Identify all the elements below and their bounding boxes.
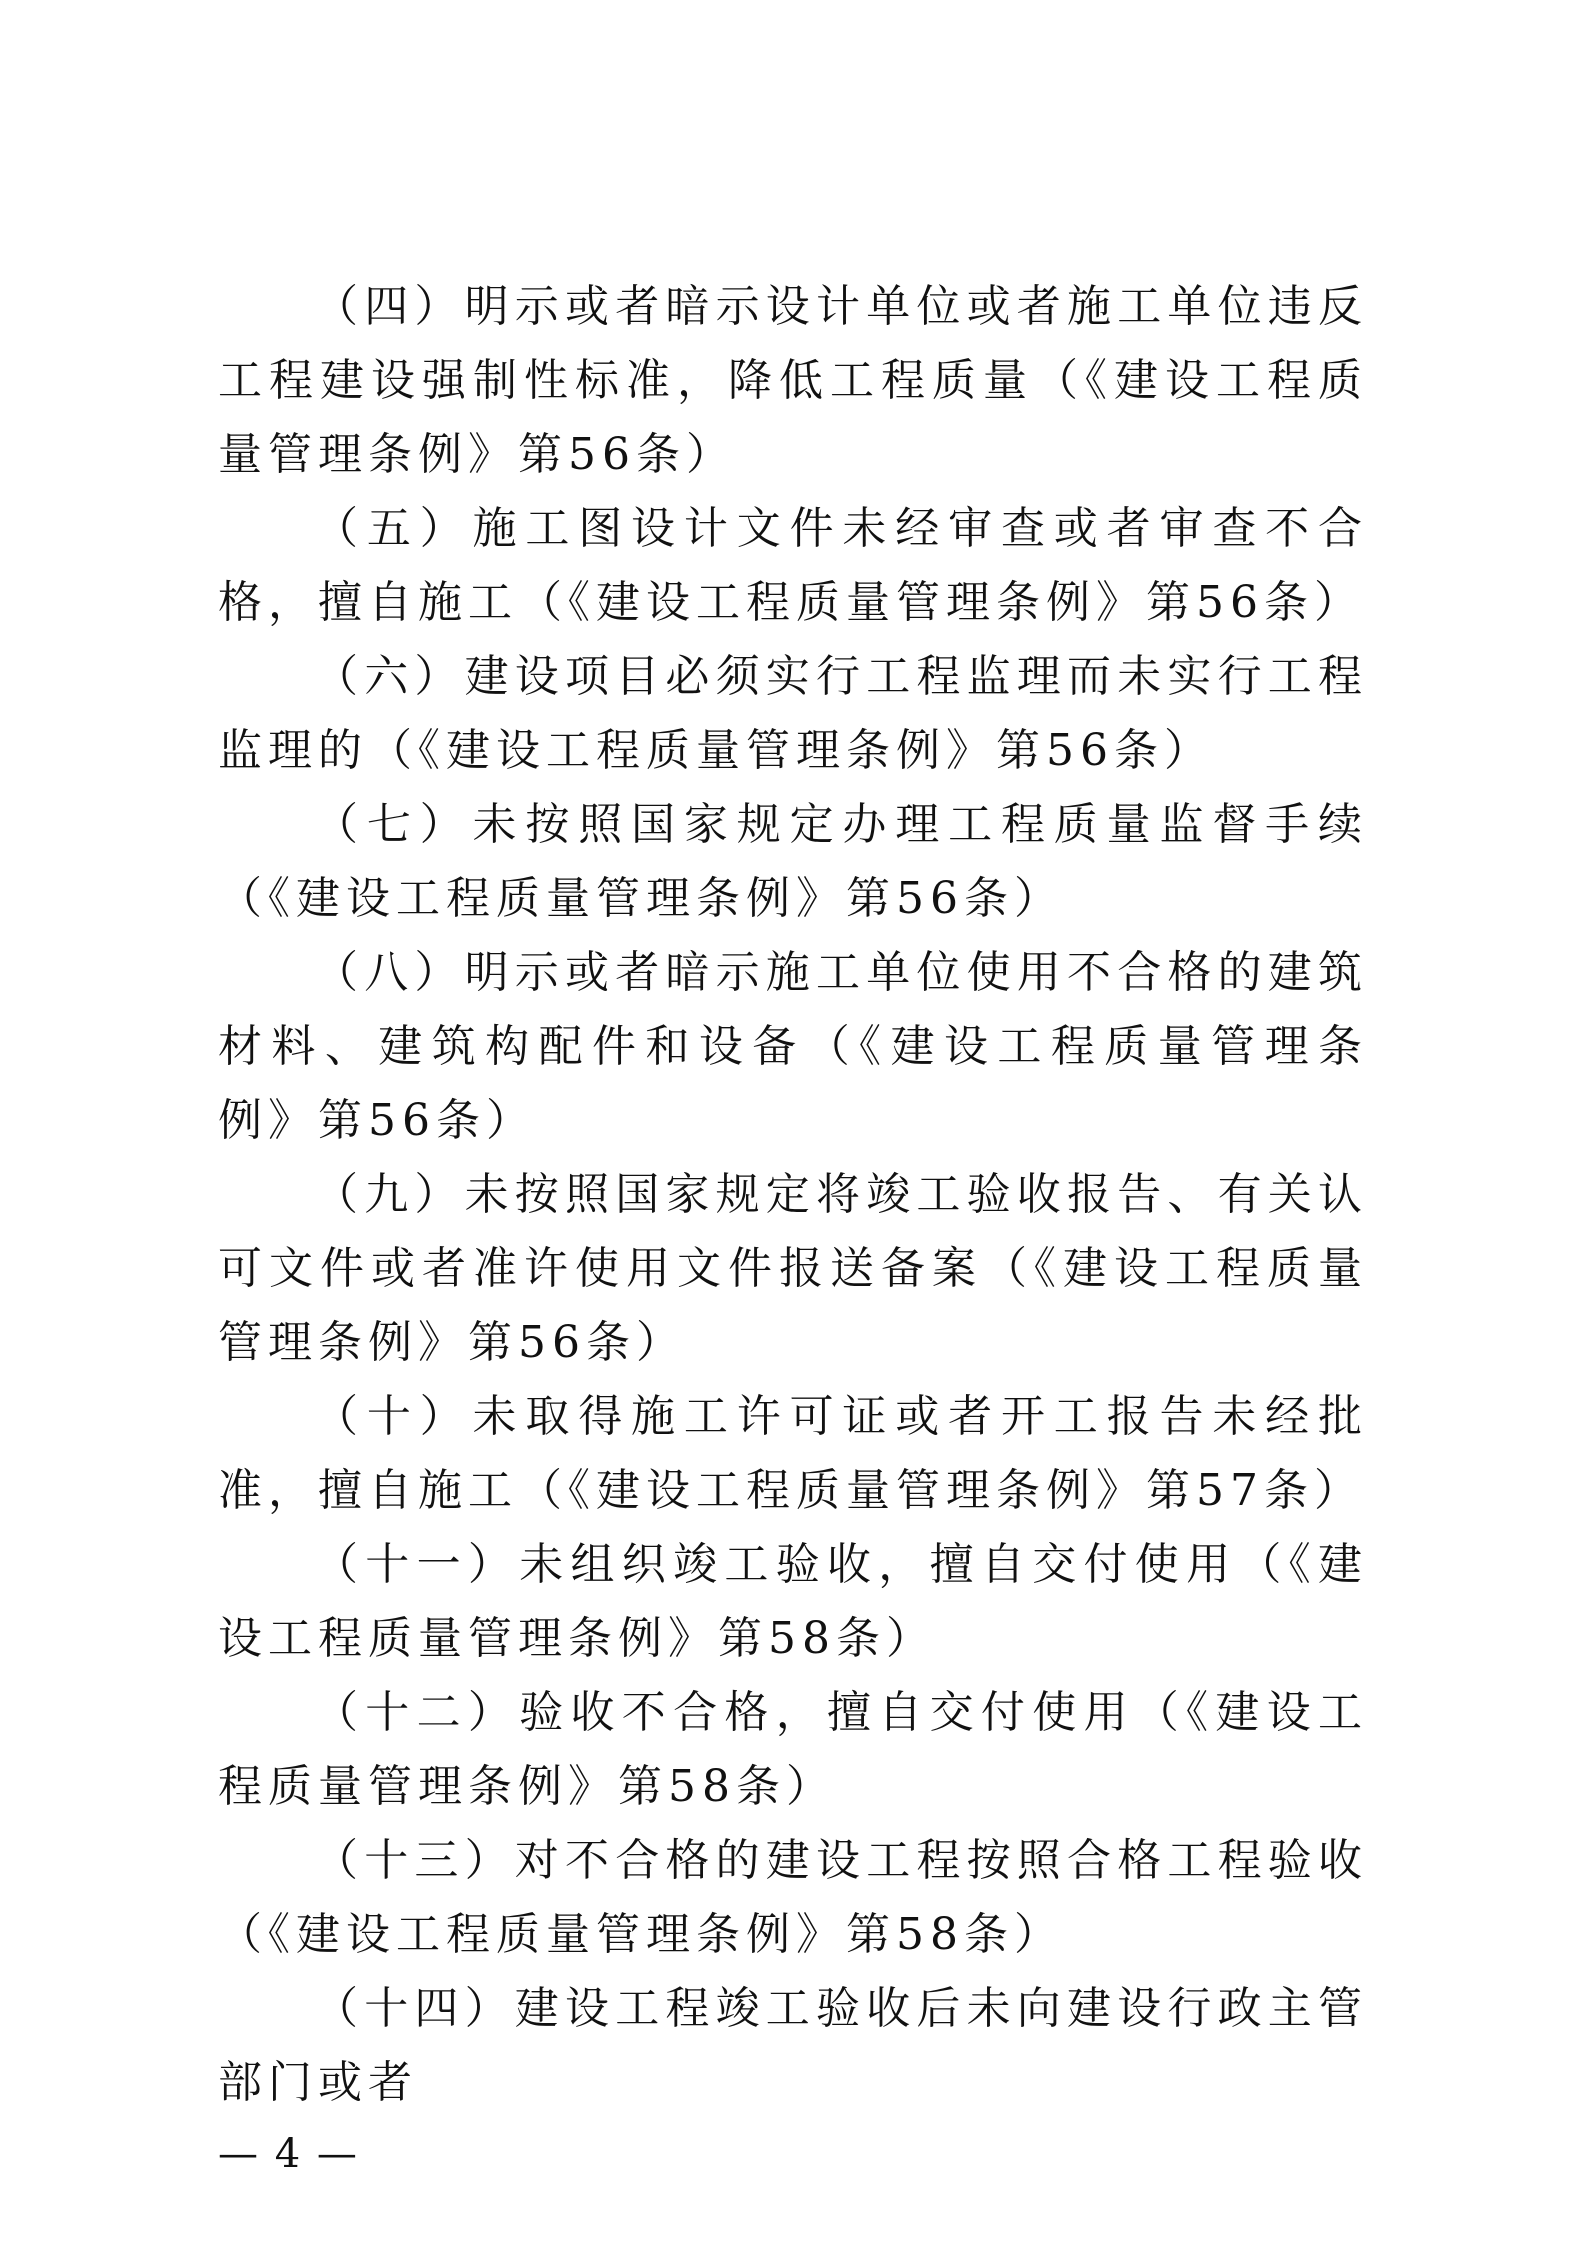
paragraph-item-14: （十四）建设工程竣工验收后未向建设行政主管部门或者 xyxy=(218,1983,1368,2108)
paragraph-item-12: （十二）验收不合格，擅自交付使用（《建设工程质量管理条例》第58条） xyxy=(218,1687,1368,1812)
paragraph-item-7: （七）未按照国家规定办理工程质量监督手续（《建设工程质量管理条例》第56条） xyxy=(218,799,1368,924)
paragraph-item-9: （九）未按照国家规定将竣工验收报告、有关认可文件或者准许使用文件报送备案（《建设工程质量管理条例》第56条） xyxy=(218,1169,1368,1368)
paragraph-item-8: （八）明示或者暗示施工单位使用不合格的建筑材料、建筑构配件和设备（《建设工程质量管理条例》第56条） xyxy=(218,947,1368,1146)
paragraph-item-6: （六）建设项目必须实行工程监理而未实行工程监理的（《建设工程质量管理条例》第56条） xyxy=(218,651,1368,776)
paragraph-item-13: （十三）对不合格的建设工程按照合格工程验收（《建设工程质量管理条例》第58条） xyxy=(218,1835,1368,1960)
page-number: — 4 — xyxy=(218,2131,359,2177)
document-body xyxy=(218,270,1368,2120)
paragraph-item-4: （四）明示或者暗示设计单位或者施工单位违反工程建设强制性标准，降低工程质量（《建设工程质量管理条例》第56条） xyxy=(218,281,1368,480)
paragraph-item-11: （十一）未组织竣工验收，擅自交付使用（《建设工程质量管理条例》第58条） xyxy=(218,1539,1368,1664)
paragraph-item-5: （五）施工图设计文件未经审查或者审查不合格，擅自施工（《建设工程质量管理条例》第56条） xyxy=(218,503,1368,628)
paragraph-item-10: （十）未取得施工许可证或者开工报告未经批准，擅自施工（《建设工程质量管理条例》第57条） xyxy=(218,1391,1368,1516)
